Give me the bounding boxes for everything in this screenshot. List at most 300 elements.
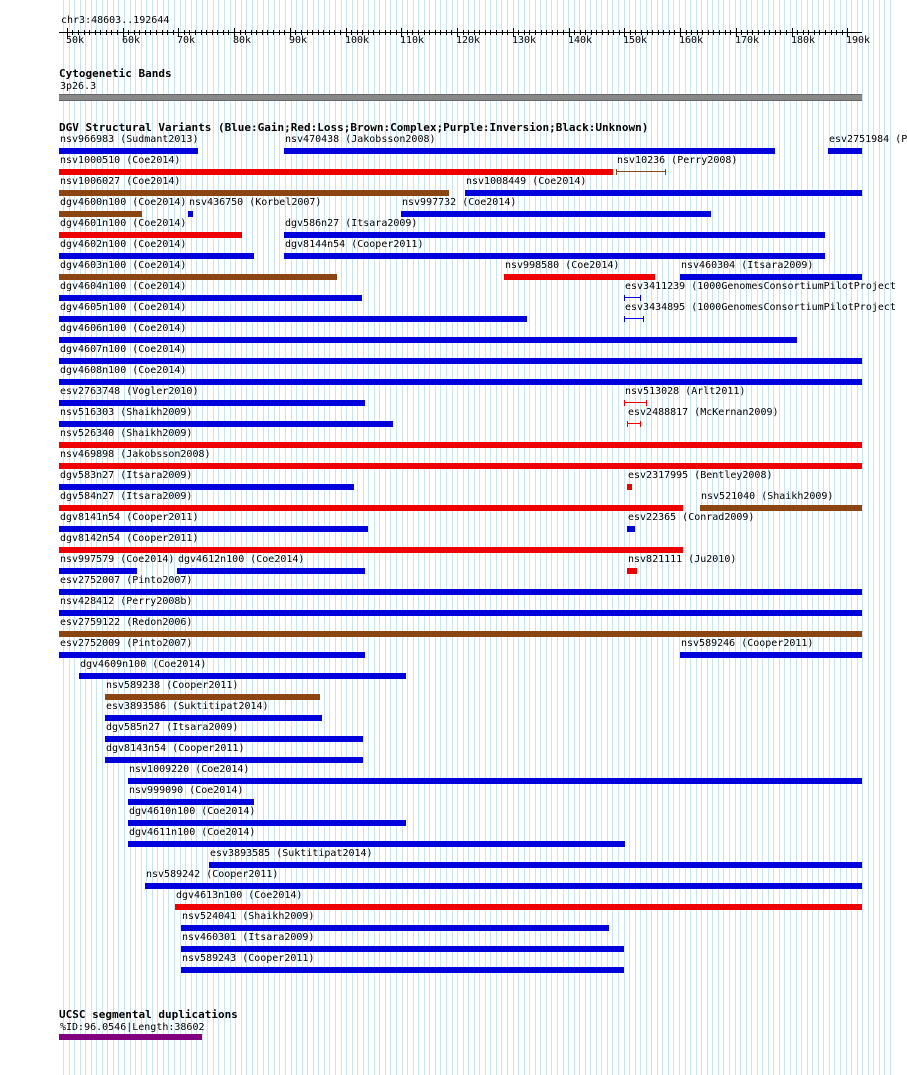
ruler-tick — [602, 30, 603, 35]
grid-line — [513, 0, 514, 1075]
ruler-label: 50k — [66, 35, 85, 46]
ruler-tick — [490, 30, 491, 35]
variant-feature[interactable] — [59, 190, 449, 196]
grid-line — [796, 0, 797, 1075]
variant-feature[interactable] — [59, 358, 862, 364]
grid-line — [873, 0, 874, 1075]
variant-feature[interactable] — [59, 295, 362, 301]
grid-line — [435, 0, 436, 1075]
variant-label: esv3411239 (1000GenomesConsortiumPilotProject — [625, 281, 896, 292]
variant-feature[interactable] — [59, 526, 368, 532]
ruler-tick — [223, 30, 224, 35]
variant-feature[interactable] — [59, 442, 862, 448]
variant-feature[interactable] — [284, 253, 825, 259]
ruler-tick — [708, 30, 709, 35]
ruler-label: 170k — [735, 35, 760, 46]
grid-line — [546, 0, 547, 1075]
ruler-tick — [424, 30, 425, 35]
ruler-tick — [652, 30, 653, 35]
variant-label: esv3434895 (1000GenomesConsortiumPilotProject — [625, 302, 896, 313]
variant-label: esv2317995 (Bentley2008) — [628, 470, 773, 481]
ruler-tick — [84, 30, 85, 35]
ruler-tick — [557, 30, 558, 35]
ruler-tick — [117, 30, 118, 35]
ruler-label: 60k — [122, 35, 141, 46]
ruler-tick — [563, 30, 564, 35]
variant-feature[interactable] — [59, 211, 142, 217]
variant-label: nsv516303 (Shaikh2009) — [60, 407, 193, 418]
variant-feature[interactable] — [627, 568, 637, 574]
variant-label: nsv966983 (Sudmant2013) — [60, 134, 199, 145]
variant-feature[interactable] — [128, 778, 862, 784]
variant-feature[interactable] — [59, 253, 254, 259]
grid-line — [601, 0, 602, 1075]
ruler-tick — [385, 30, 386, 35]
ruler-tick — [279, 30, 280, 35]
variant-label: dgv4604n100 (Coe2014) — [60, 281, 187, 292]
variant-label: nsv428412 (Perry2008b) — [60, 596, 193, 607]
grid-line — [740, 0, 741, 1075]
ruler-tick — [730, 30, 731, 35]
ruler-tick — [674, 30, 675, 35]
ruler-tick — [262, 30, 263, 35]
grid-line — [329, 0, 330, 1075]
ruler-tick — [435, 30, 436, 35]
variant-feature[interactable] — [105, 757, 363, 763]
ruler-tick — [89, 30, 90, 35]
ruler-tick — [764, 30, 765, 35]
variant-feature[interactable] — [128, 841, 625, 847]
ruler-tick — [267, 30, 268, 35]
grid-line — [335, 0, 336, 1075]
ruler-tick — [100, 30, 101, 35]
grid-line — [540, 0, 541, 1075]
variant-label: esv2488817 (McKernan2009) — [628, 407, 779, 418]
variant-label: nsv589242 (Cooper2011) — [146, 869, 279, 880]
variant-label: nsv513028 (Arlt2011) — [625, 386, 746, 397]
grid-line — [468, 0, 469, 1075]
ruler-label: 80k — [233, 35, 252, 46]
grid-line — [823, 0, 824, 1075]
variant-label: nsv470438 (Jakobsson2008) — [285, 134, 436, 145]
grid-line — [363, 0, 364, 1075]
grid-line — [574, 0, 575, 1075]
ruler-tick — [842, 30, 843, 35]
ruler-label: 90k — [289, 35, 308, 46]
ruler-tick — [786, 30, 787, 35]
ruler-tick — [111, 30, 112, 35]
ruler-tick — [429, 30, 430, 35]
variant-feature[interactable] — [59, 589, 862, 595]
variant-feature[interactable] — [59, 316, 527, 322]
ruler-tick — [446, 30, 447, 35]
ruler-tick — [340, 30, 341, 35]
ruler-tick — [713, 30, 714, 35]
cytoband-track-title: Cytogenetic Bands — [59, 67, 172, 80]
variant-label: dgv4605n100 (Coe2014) — [60, 302, 187, 313]
variant-label: dgv8141n54 (Cooper2011) — [60, 512, 199, 523]
ruler-tick — [669, 30, 670, 35]
grid-line — [596, 0, 597, 1075]
variant-label: nsv436750 (Korbel2007) — [189, 197, 322, 208]
variant-label: nsv460301 (Itsara2009) — [182, 932, 315, 943]
ruler-label: 150k — [623, 35, 648, 46]
grid-line — [452, 0, 453, 1075]
cytoband-bar[interactable] — [59, 94, 862, 101]
ruler-label: 130k — [512, 35, 537, 46]
ruler-tick — [836, 30, 837, 35]
grid-line — [424, 0, 425, 1075]
variant-feature[interactable] — [59, 652, 365, 658]
variant-label: nsv821111 (Ju2010) — [628, 554, 737, 565]
ruler-label: 70k — [177, 35, 196, 46]
variant-label: esv2752009 (Pinto2007) — [60, 638, 193, 649]
grid-line — [374, 0, 375, 1075]
variant-label: dgv4600n100 (Coe2014) — [60, 197, 187, 208]
ruler-tick — [156, 30, 157, 35]
variant-feature[interactable] — [181, 967, 624, 973]
grid-line — [585, 0, 586, 1075]
ruler-tick — [373, 30, 374, 35]
ruler-tick — [825, 30, 826, 35]
ruler-tick — [507, 30, 508, 35]
grid-line — [857, 0, 858, 1075]
variant-feature[interactable] — [59, 232, 242, 238]
ruler-tick — [502, 30, 503, 35]
variant-feature[interactable] — [627, 526, 635, 532]
grid-line — [801, 0, 802, 1075]
grid-line — [529, 0, 530, 1075]
variant-feature[interactable] — [504, 274, 655, 280]
variant-label: dgv586n27 (Itsara2009) — [285, 218, 418, 229]
variant-feature[interactable] — [59, 337, 797, 343]
grid-line — [568, 0, 569, 1075]
ruler-tick — [775, 30, 776, 35]
grid-line — [407, 0, 408, 1075]
ruler-tick — [212, 30, 213, 35]
variant-feature[interactable] — [59, 169, 613, 175]
variant-label: dgv4607n100 (Coe2014) — [60, 344, 187, 355]
variant-label: dgv4609n100 (Coe2014) — [80, 659, 207, 670]
variant-label: nsv524041 (Shaikh2009) — [182, 911, 315, 922]
variant-label: dgv4608n100 (Coe2014) — [60, 365, 187, 376]
variant-feature[interactable] — [59, 484, 354, 490]
grid-line — [385, 0, 386, 1075]
grid-line — [868, 0, 869, 1075]
variant-feature[interactable] — [59, 421, 393, 427]
grid-line — [890, 0, 891, 1075]
grid-line — [324, 0, 325, 1075]
grid-line — [390, 0, 391, 1075]
ruler-tick — [451, 30, 452, 35]
variant-feature[interactable] — [465, 190, 862, 196]
ruler-tick — [217, 30, 218, 35]
grid-line — [784, 0, 785, 1075]
variant-label: dgv4602n100 (Coe2014) — [60, 239, 187, 250]
ruler-tick — [440, 30, 441, 35]
variant-label: esv2763748 (Vogler2010) — [60, 386, 199, 397]
grid-line — [352, 0, 353, 1075]
cytoband-name: 3p26.3 — [60, 81, 97, 92]
grid-line — [879, 0, 880, 1075]
ruler-tick — [663, 30, 664, 35]
ruler-tick — [307, 30, 308, 35]
variant-feature[interactable] — [128, 820, 406, 826]
grid-line — [318, 0, 319, 1075]
grid-line — [862, 0, 863, 1075]
grid-line — [479, 0, 480, 1075]
grid-line — [463, 0, 464, 1075]
variant-feature[interactable] — [181, 946, 624, 952]
ruler-tick — [195, 30, 196, 35]
variant-label: nsv10236 (Perry2008) — [617, 155, 738, 166]
variant-label: dgv583n27 (Itsara2009) — [60, 470, 193, 481]
grid-line — [490, 0, 491, 1075]
variant-feature[interactable] — [181, 925, 609, 931]
grid-line — [346, 0, 347, 1075]
grid-line — [884, 0, 885, 1075]
grid-line — [368, 0, 369, 1075]
variant-feature[interactable] — [128, 799, 254, 805]
variant-label: nsv521040 (Shaikh2009) — [701, 491, 834, 502]
variant-label: nsv1000510 (Coe2014) — [60, 155, 181, 166]
grid-line — [751, 0, 752, 1075]
variant-feature[interactable] — [627, 484, 632, 490]
ruler-tick — [201, 30, 202, 35]
grid-line — [818, 0, 819, 1075]
variant-label: dgv4612n100 (Coe2014) — [178, 554, 305, 565]
segdup-feature[interactable] — [59, 1034, 202, 1040]
grid-line — [607, 0, 608, 1075]
ruler-tick — [619, 30, 620, 35]
ruler-tick — [769, 30, 770, 35]
variant-label: esv2759122 (Redon2006) — [60, 617, 193, 628]
variant-feature[interactable] — [59, 547, 683, 553]
variant-feature[interactable] — [680, 274, 862, 280]
ruler-tick — [831, 30, 832, 35]
grid-line — [440, 0, 441, 1075]
ruler-tick — [206, 30, 207, 35]
ruler-tick — [145, 30, 146, 35]
variant-label: dgv585n27 (Itsara2009) — [106, 722, 239, 733]
variant-feature[interactable] — [105, 736, 363, 742]
grid-line — [612, 0, 613, 1075]
variant-feature[interactable] — [105, 694, 320, 700]
ruler-tick — [658, 30, 659, 35]
variant-feature[interactable] — [59, 610, 862, 616]
variant-label: nsv1008449 (Coe2014) — [466, 176, 587, 187]
variant-label: nsv997579 (Coe2014) — [60, 554, 175, 565]
variant-label: nsv589238 (Cooper2011) — [106, 680, 239, 691]
ruler-tick — [95, 30, 96, 35]
variant-feature[interactable] — [59, 274, 337, 280]
ruler-tick — [390, 30, 391, 35]
variant-feature[interactable] — [177, 568, 365, 574]
variant-label: nsv1006027 (Coe2014) — [60, 176, 181, 187]
grid-line — [413, 0, 414, 1075]
variant-feature[interactable] — [627, 421, 641, 427]
variant-feature[interactable] — [79, 673, 406, 679]
variant-label: esv2751984 (P — [829, 134, 907, 145]
ruler-tick — [541, 30, 542, 35]
ruler-tick — [284, 30, 285, 35]
grid-line — [402, 0, 403, 1075]
variant-feature[interactable] — [59, 379, 862, 385]
grid-line — [812, 0, 813, 1075]
ruler-tick — [647, 30, 648, 35]
variant-label: dgv584n27 (Itsara2009) — [60, 491, 193, 502]
ruler-tick — [167, 30, 168, 35]
variant-feature[interactable] — [616, 169, 666, 175]
variant-feature[interactable] — [700, 505, 862, 511]
ruler-tick — [318, 30, 319, 35]
variant-feature[interactable] — [59, 400, 365, 406]
grid-line — [535, 0, 536, 1075]
variant-label: dgv4606n100 (Coe2014) — [60, 323, 187, 334]
grid-line — [768, 0, 769, 1075]
grid-line — [341, 0, 342, 1075]
grid-line — [757, 0, 758, 1075]
variant-feature[interactable] — [624, 316, 644, 322]
ruler-label: 180k — [791, 35, 816, 46]
grid-line — [551, 0, 552, 1075]
variant-label: nsv526340 (Shaikh2009) — [60, 428, 193, 439]
variant-feature[interactable] — [284, 232, 825, 238]
grid-line — [846, 0, 847, 1075]
grid-line — [418, 0, 419, 1075]
variant-feature[interactable] — [624, 400, 647, 406]
grid-line — [357, 0, 358, 1075]
variant-label: nsv460304 (Itsara2009) — [681, 260, 814, 271]
ruler-tick — [780, 30, 781, 35]
grid-line — [396, 0, 397, 1075]
grid-line — [524, 0, 525, 1075]
ruler-label: 190k — [846, 35, 871, 46]
grid-line — [779, 0, 780, 1075]
ruler-tick — [150, 30, 151, 35]
variant-feature[interactable] — [59, 148, 198, 154]
grid-line — [563, 0, 564, 1075]
variant-feature[interactable] — [175, 904, 862, 910]
grid-line — [457, 0, 458, 1075]
segdup-label: %ID:96.0546|Length:38602 — [60, 1022, 205, 1033]
ruler-label: 110k — [400, 35, 425, 46]
ruler-tick — [323, 30, 324, 35]
variant-label: esv3893585 (Suktitipat2014) — [210, 848, 373, 859]
ruler-tick — [106, 30, 107, 35]
variant-feature[interactable] — [828, 148, 862, 154]
variant-label: nsv998580 (Coe2014) — [505, 260, 620, 271]
variant-label: nsv1009220 (Coe2014) — [129, 764, 250, 775]
variant-feature[interactable] — [209, 862, 862, 868]
ruler-tick — [173, 30, 174, 35]
ruler-tick — [496, 30, 497, 35]
grid-line — [829, 0, 830, 1075]
segdup-track-title: UCSC segmental duplications — [59, 1008, 238, 1021]
variant-label: nsv999090 (Coe2014) — [129, 785, 244, 796]
ruler-tick — [552, 30, 553, 35]
grid-line — [507, 0, 508, 1075]
ruler-label: 120k — [456, 35, 481, 46]
grid-line — [762, 0, 763, 1075]
ruler-tick — [596, 30, 597, 35]
variant-label: dgv4611n100 (Coe2014) — [129, 827, 256, 838]
grid-line — [579, 0, 580, 1075]
variant-feature[interactable] — [624, 295, 641, 301]
variant-feature[interactable] — [59, 568, 137, 574]
variant-label: nsv997732 (Coe2014) — [402, 197, 517, 208]
variant-label: esv22365 (Conrad2009) — [628, 512, 755, 523]
variant-label: dgv8143n54 (Cooper2011) — [106, 743, 245, 754]
ruler-tick — [613, 30, 614, 35]
variant-label: dgv4601n100 (Coe2014) — [60, 218, 187, 229]
ruler-tick — [485, 30, 486, 35]
ruler-tick — [546, 30, 547, 35]
ruler-label: 140k — [568, 35, 593, 46]
grid-line — [746, 0, 747, 1075]
ruler-tick — [379, 30, 380, 35]
grid-line — [557, 0, 558, 1075]
grid-line — [851, 0, 852, 1075]
grid-line — [429, 0, 430, 1075]
variant-feature[interactable] — [188, 211, 193, 217]
ruler-tick — [334, 30, 335, 35]
grid-line — [446, 0, 447, 1075]
ruler-tick — [251, 30, 252, 35]
grid-line — [501, 0, 502, 1075]
grid-line — [379, 0, 380, 1075]
grid-line — [518, 0, 519, 1075]
ruler-tick — [273, 30, 274, 35]
ruler-tick — [256, 30, 257, 35]
locus-label: chr3:48603..192644 — [61, 15, 170, 26]
grid-line — [840, 0, 841, 1075]
ruler-tick — [396, 30, 397, 35]
variant-feature[interactable] — [59, 631, 862, 637]
grid-line — [790, 0, 791, 1075]
grid-line — [590, 0, 591, 1075]
variant-feature[interactable] — [401, 211, 711, 217]
ruler-tick — [819, 30, 820, 35]
grid-line — [485, 0, 486, 1075]
variant-feature[interactable] — [145, 883, 862, 889]
variant-label: dgv4610n100 (Coe2014) — [129, 806, 256, 817]
variant-label: dgv4613n100 (Coe2014) — [176, 890, 303, 901]
grid-line — [807, 0, 808, 1075]
variant-feature[interactable] — [59, 505, 683, 511]
variant-feature[interactable] — [680, 652, 862, 658]
ruler-tick — [719, 30, 720, 35]
variant-feature[interactable] — [59, 463, 862, 469]
ruler-label: 100k — [345, 35, 370, 46]
variant-label: esv2752007 (Pinto2007) — [60, 575, 193, 586]
variant-label: nsv589246 (Cooper2011) — [681, 638, 814, 649]
ruler-tick — [228, 30, 229, 35]
ruler-tick — [608, 30, 609, 35]
grid-line — [496, 0, 497, 1075]
variant-feature[interactable] — [105, 715, 322, 721]
grid-line — [474, 0, 475, 1075]
ruler-tick — [329, 30, 330, 35]
ruler-tick — [312, 30, 313, 35]
variant-label: nsv589243 (Cooper2011) — [182, 953, 315, 964]
grid-line — [834, 0, 835, 1075]
variant-feature[interactable] — [284, 148, 775, 154]
variant-label: dgv8142n54 (Cooper2011) — [60, 533, 199, 544]
variant-label: esv3893586 (Suktitipat2014) — [106, 701, 269, 712]
variant-label: dgv4603n100 (Coe2014) — [60, 260, 187, 271]
dgv-track-title: DGV Structural Variants (Blue:Gain;Red:Loss;Brown:Complex;Purple:Inversion;Black:Unknown) — [59, 121, 649, 134]
